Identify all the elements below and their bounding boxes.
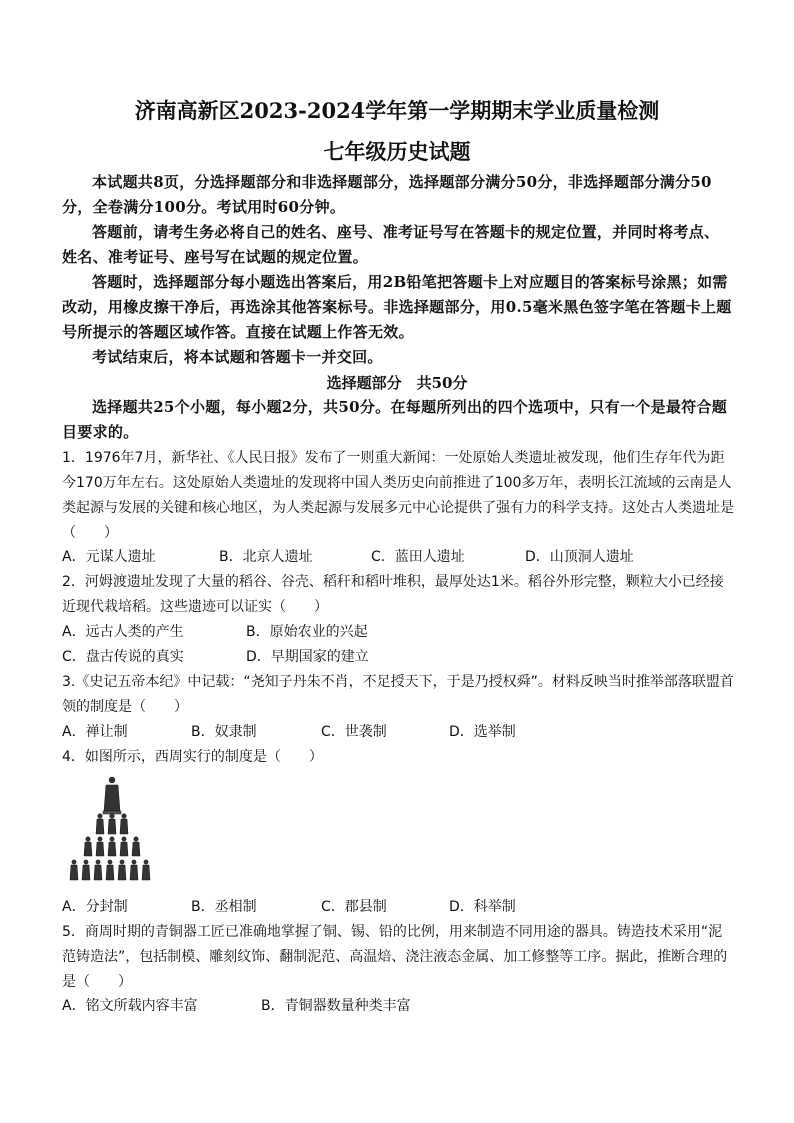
exam-subtitle: 七年级历史试题 [323,139,471,164]
option: B．丞相制 [191,899,257,915]
option: B．北京人遗址 [219,549,313,565]
option: C．世袭制 [321,724,387,740]
instruction-paragraph: 考试结束后，将本试题和答题卡一并交回。 [92,348,383,366]
feudal-hierarchy-pyramid-figure [66,775,162,887]
question-stem: 2．河姆渡遗址发现了大量的稻谷、谷壳、稻秆和稻叶堆积，最厚处达1米。稻谷外形完整，颗粒大小已经接近现代栽培稻。这些遗迹可以证实（ ） [62,574,724,615]
instruction-paragraph: 答题时，选择题部分每小题选出答案后，用2B铅笔把答题卡上对应题目的答案标号涂黑；如需改动，用橡皮擦干净后，再选涂其他答案标号。非选择题部分，用0.5毫米黑色签字笔在答题卡上题号所提示的答题区域作答。直接在试题上作答无效。 [62,273,732,341]
instruction-paragraph: 答题前，请考生务必将自己的姓名、座号、准考证号写在答题卡的规定位置，并同时将考点、姓名、准考证号、座号写在试题的规定位置。 [62,223,720,266]
option: B．原始农业的兴起 [246,624,368,640]
exam-title: 济南高新区2023-2024学年第一学期期末学业质量检测 [134,98,660,123]
option: C．蓝田人遗址 [371,549,465,565]
instruction-paragraph: 本试题共8页，分选择题部分和非选择题部分，选择题部分满分50分，非选择题部分满分50分，全卷满分100分。考试用时60分钟。 [62,173,712,216]
option: A．铭文所载内容丰富 [62,998,198,1014]
commoner-figures [70,860,150,880]
option: C．盘古传说的真实 [62,649,184,665]
option: B．奴隶制 [191,724,257,740]
option: A．远古人类的产生 [62,624,184,640]
option: A．分封制 [62,899,128,915]
king-figure [103,777,121,814]
option: D．科举制 [449,899,516,915]
option: D．早期国家的建立 [246,649,369,665]
instructions [62,170,734,370]
noble-figures [84,837,140,856]
option: C．郡县制 [321,899,387,915]
option: A．禅让制 [62,724,128,740]
option: B．青铜器数量种类丰富 [261,998,411,1014]
lord-figures [96,814,128,834]
question-stem: 4．如图所示，西周实行的制度是（ ） [62,749,323,765]
question-stem: 3.《史记五帝本纪》中记载：“尧知子丹朱不肖，不足授天下，于是乃授权舜”。材料反映当时推举部落联盟首领的制度是（ ） [62,674,734,715]
option: D．山顶洞人遗址 [525,549,634,565]
section-description: 选择题共25个小题，每小题2分，共50分。在每题所列出的四个选项中，只有一个是最符合题目要求的。 [62,398,728,441]
question-stem: 5．商周时期的青铜器工匠已准确地掌握了铜、锡、铅的比例，用来制造不同用途的器具。铸造技术采用“泥范铸造法”，包括制模、雕刻纹饰、翻制泥范、高温焙、浇注液态金属、加工修整等工序。据此，推断合理的是（ ） [62,924,728,990]
section-title: 选择题部分 共50分 [326,374,468,392]
option: A．元谋人遗址 [62,549,156,565]
question-stem: 1．1976年7月，新华社、《人民日报》发布了一则重大新闻：一处原始人类遗址被发现，他们生存年代为距今170万年左右。这处原始人类遗址的发现将中国人类历史向前推进了100多万年，表明长江流域的云南是人类起源与发展的关键和核心地区，为人类起源与发展多元中心论提供了强有力的科学支持。这处古人类遗址是（ ） [62,450,734,541]
option: D．选举制 [449,724,516,740]
